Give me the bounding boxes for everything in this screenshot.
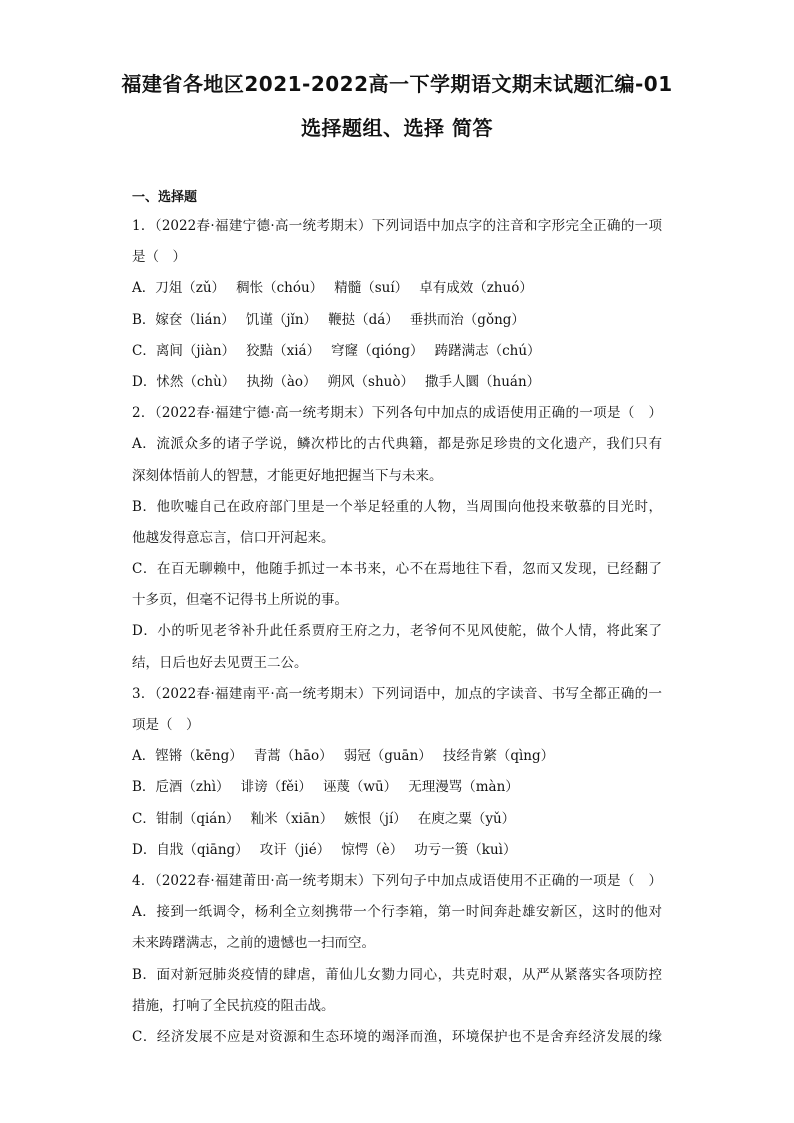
text-line: A．流派众多的诸子学说，鳞次栉比的古代典籍，都是弥足珍贵的文化遗产，我们只有 [132,436,662,453]
text-line: C．离间（jiàn） 狡黠（xiá） 穹窿（qióng） 踌躇满志（chú） [132,342,541,359]
text-line: 3．（2022春·福建南平·高一统考期末）下列词语中，加点的字读音、书写全都正确的一 [132,685,662,702]
section-heading: 一、选择题 [132,190,198,205]
text-line: C．钳制（qián） 籼米（xiān） 嫉恨（jí） 在庾之粟（yǔ） [132,810,516,827]
text-line: 1．（2022春·福建宁德·高一统考期末）下列词语中加点字的注音和字形完全正确的一项 [132,218,662,234]
text-line: 深刻体悟前人的智慧，才能更好地把握当下与未来。 [132,467,443,484]
text-line: 十多页，但毫不记得书上所说的事。 [132,592,348,609]
text-line: D．自戕（qiāng） 攻讦（jié） 惊愕（è） 功亏一篑（kuì） [132,841,517,858]
text-line: A．铿锵（kēng） 青蒿（hāo） 弱冠（guān） 技经肯綮（qìng） [132,748,555,765]
text-line: C．在百无聊赖中，他随手抓过一本书来，心不在焉地往下看，忽而又发现，已经翻了 [132,561,662,578]
text-line: B．面对新冠肺炎疫情的肆虐，莆仙儿女勠力同心，共克时艰，从严从紧落实各项防控 [132,966,662,983]
text-line: 措施，打响了全民抗疫的阻击战。 [132,997,335,1014]
text-line: B．他吹嘘自己在政府部门里是一个举足轻重的人物，当周围向他投来敬慕的目光时， [132,498,662,515]
text-line: 项是（ ） [132,717,200,733]
text-line: 是（ ） [132,249,186,266]
document-subtitle: 选择题组、选择 简答 [301,116,493,140]
text-line: 2．（2022春·福建宁德·高一统考期末）下列各句中加点的成语使用正确的一项是（ ） [132,405,662,422]
question-body [132,211,662,1053]
text-line: B．卮酒（zhì） 诽谤（fěi） 诬蔑（wū） 无理漫骂（màn） [132,779,519,796]
text-line: 未来踌躇满志，之前的遗憾也一扫而空。 [132,935,375,952]
text-line: C．经济发展不应是对资源和生态环境的竭泽而渔，环境保护也不是舍弃经济发展的缘 [132,1028,662,1045]
text-line: 结，日后也好去见贾王二公。 [132,654,308,671]
text-line: 4．（2022春·福建莆田·高一统考期末）下列句子中加点成语使用不正确的一项是（ ） [132,872,662,889]
text-line: A．刀俎（zǔ） 稠怅（chóu） 精髓（suí） 卓有成效（zhuó） [132,280,533,297]
text-line: B．嫁奁（lián） 饥谨（jǐn） 鞭挞（dá） 垂拱而治（gǒng） [132,311,525,328]
text-line: 他越发得意忘言，信口开河起来。 [132,529,335,546]
text-line: D．小的听见老爷补升此任系贾府王府之力，老爷何不见风使舵，做个人情，将此案了 [132,623,662,640]
document-title: 福建省各地区2021-2022高一下学期语文期末试题汇编-01 [121,72,673,96]
text-line: D．怵然（chù） 执拗（ào） 朔风（shuò） 撒手人圜（huán） [132,373,541,390]
text-line: A．接到一纸调令，杨利全立刻携带一个行李箱，第一时间奔赴雄安新区，这时的他对 [132,904,662,921]
